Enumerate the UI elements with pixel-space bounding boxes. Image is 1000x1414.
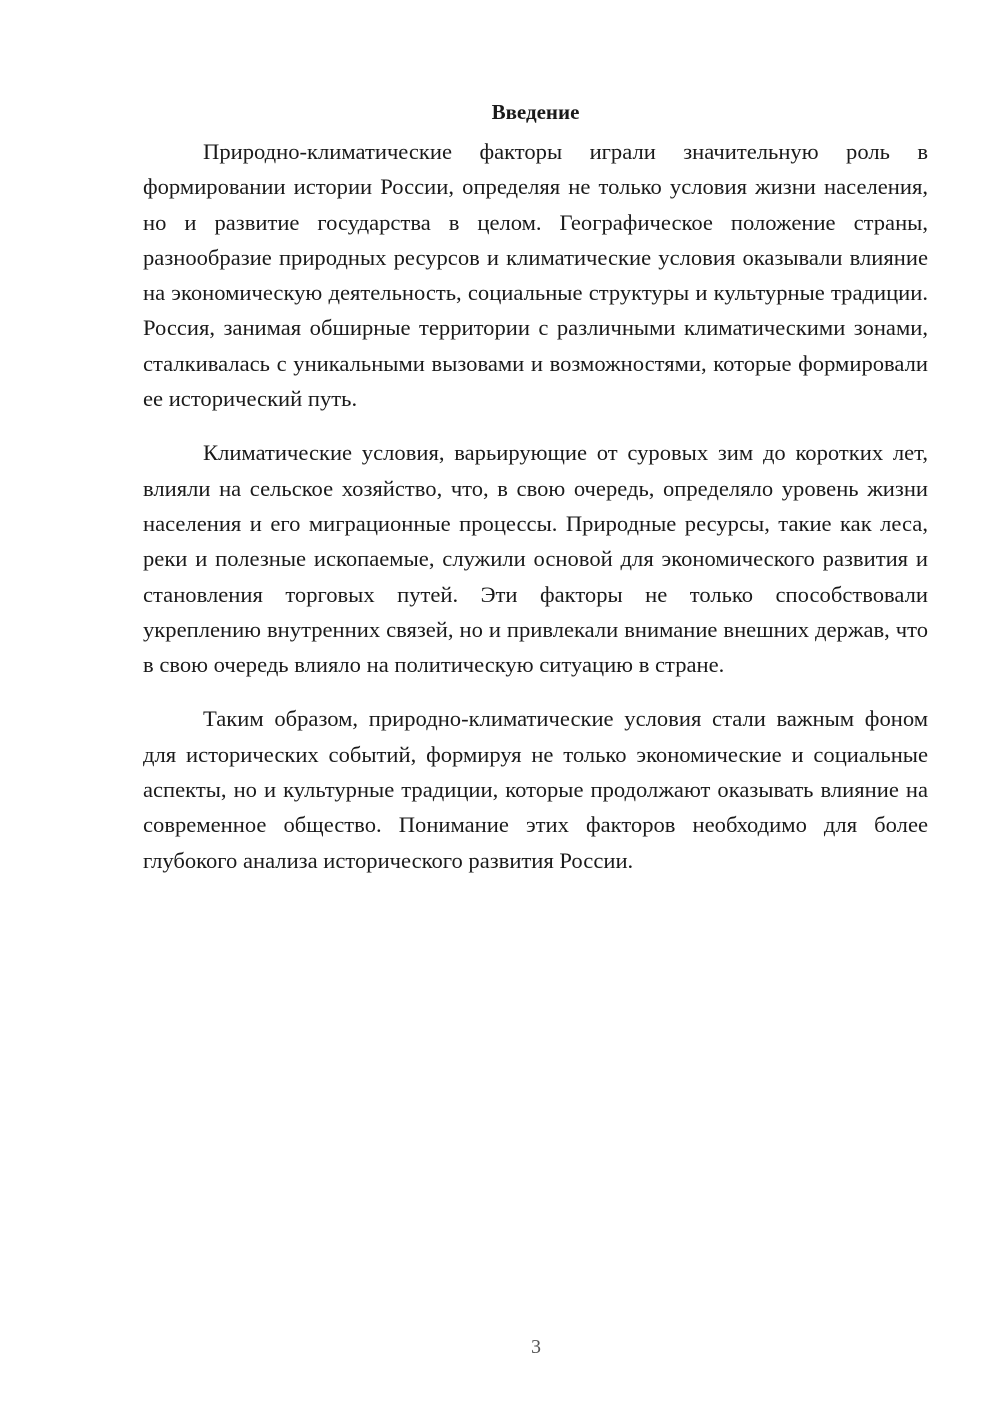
- page-content: [143, 97, 928, 897]
- page-number: 3: [531, 1336, 541, 1358]
- paragraph-2: Климатические условия, варьирующие от суровых зим до коротких лет, влияли на сельское хозяйство, что, в свою очередь, определяло уровень жизни населения и его миграционные процессы. Природные ресурсы, такие как леса, реки и полезные ископаемые, служили основой для экономического развития и становления торговых путей. Эти факторы не только способствовали укреплению внутренних связей, но и привлекали внимание внешних держав, что в свою очередь влияло на политическую ситуацию в стране.: [143, 440, 928, 678]
- paragraph-3: Таким образом, природно-климатические условия стали важным фоном для исторических событий, формируя не только экономические и социальные аспекты, но и культурные традиции, которые продолжают оказывать влияние на современное общество. Понимание этих факторов необходимо для более глубокого анализа исторического развития России.: [143, 706, 928, 873]
- paragraph-1: Природно-климатические факторы играли значительную роль в формировании истории России, определяя не только условия жизни населения, но и развитие государства в целом. Географическое положение страны, разнообразие природных ресурсов и климатические условия оказывали влияние на экономическую деятельность, социальные структуры и культурные традиции. Россия, занимая обширные территории с различными климатическими зонами, сталкивалась с уникальными вызовами и возможностями, которые формировали ее исторический путь.: [143, 139, 928, 412]
- section-title: Введение: [491, 100, 580, 124]
